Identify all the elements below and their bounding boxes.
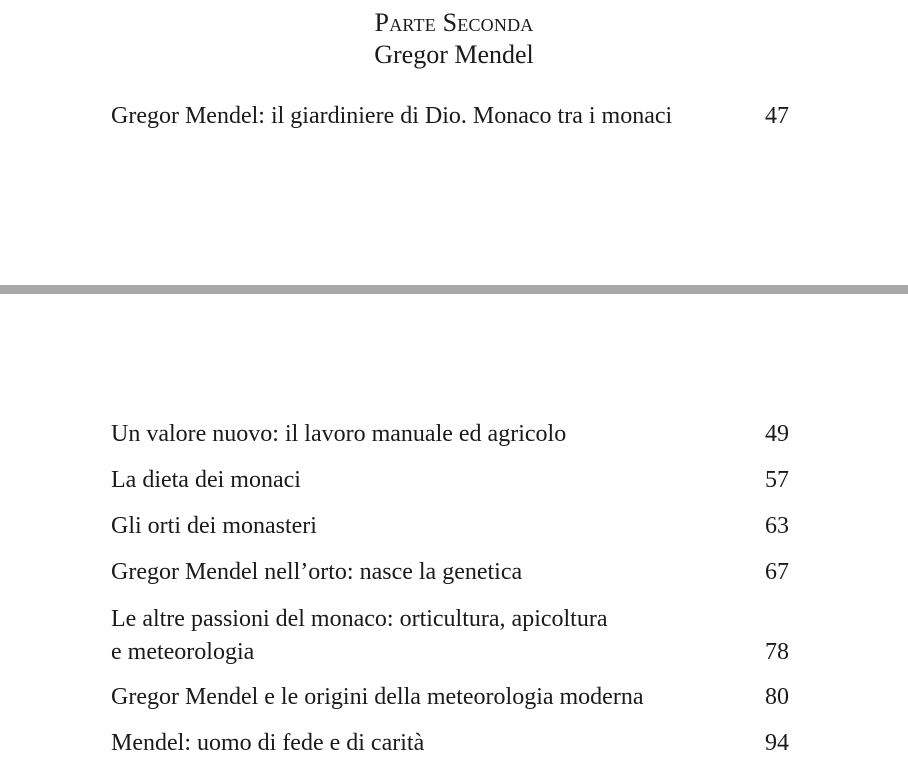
toc-entry-page: 57 (765, 467, 789, 493)
toc-entry-page: 80 (765, 684, 789, 710)
toc-entry-page: 78 (765, 639, 789, 665)
toc-entry-title: Un valore nuovo: il lavoro manuale ed agricolo (111, 421, 567, 447)
toc-entry (111, 510, 789, 543)
toc-entry-page: 63 (765, 513, 789, 539)
toc-entry-title: Gregor Mendel nell’orto: nasce la genetica (111, 559, 523, 585)
toc-entry (111, 556, 789, 589)
toc-entry-title-line1: Le altre passioni del monaco: orticultura, apicoltura (111, 606, 608, 632)
toc-entry (111, 464, 789, 497)
toc-entry-title: Gregor Mendel e le origini della meteorologia moderna (111, 684, 644, 710)
toc-entry (111, 681, 789, 714)
toc-entry (111, 100, 789, 133)
page-divider (0, 285, 908, 294)
toc-entry (111, 418, 789, 451)
part-label: Parte Seconda (374, 8, 534, 37)
toc-entry-page: 49 (765, 421, 789, 447)
toc-entry-page: 94 (765, 730, 789, 756)
toc-entry (111, 603, 789, 669)
toc-entry-page: 47 (765, 103, 789, 129)
toc-entry-page: 67 (765, 559, 789, 585)
toc-entry-title: Gli orti dei monasteri (111, 513, 317, 539)
toc-entry (111, 727, 789, 760)
toc-entry-title: La dieta dei monaci (111, 467, 301, 493)
toc-entry-title: Gregor Mendel: il giardiniere di Dio. Monaco tra i monaci (111, 103, 673, 129)
part-title: Gregor Mendel (374, 40, 534, 69)
toc-entry-title-line2: e meteorologia (111, 639, 255, 665)
toc-entry-title: Mendel: uomo di fede e di carità (111, 730, 425, 756)
